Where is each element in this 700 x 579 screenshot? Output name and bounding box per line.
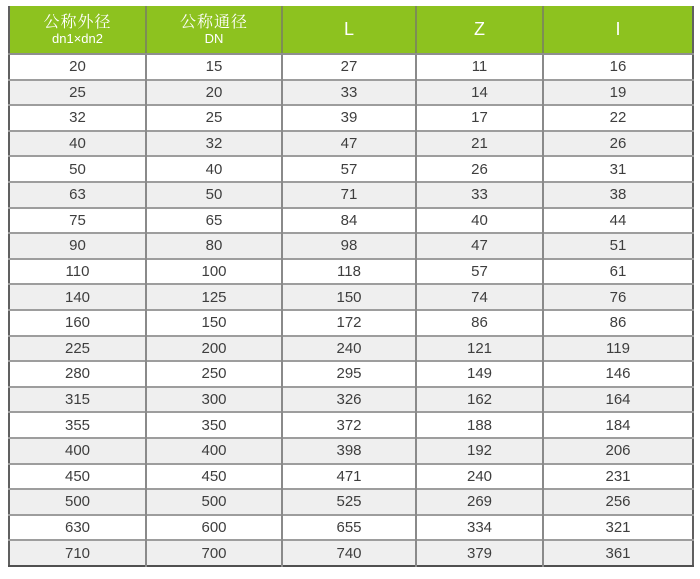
table-cell: 40 <box>9 131 146 157</box>
header-row <box>9 6 693 54</box>
table-cell: 350 <box>146 412 282 438</box>
table-cell: 21 <box>416 131 543 157</box>
table-row <box>9 208 693 234</box>
table-cell: 26 <box>416 156 543 182</box>
table-cell: 525 <box>282 489 416 515</box>
table-cell: 118 <box>282 259 416 285</box>
table-cell: 188 <box>416 412 543 438</box>
table-cell: 98 <box>282 233 416 259</box>
table-cell: 22 <box>543 105 693 131</box>
col-header-i <box>543 6 693 54</box>
table-row <box>9 182 693 208</box>
col-header-outer-diameter-sublabel: dn1×dn2 <box>52 30 103 46</box>
table-row <box>9 284 693 310</box>
table-cell: 655 <box>282 515 416 541</box>
table-cell: 146 <box>543 361 693 387</box>
table-cell: 164 <box>543 387 693 413</box>
table-cell: 39 <box>282 105 416 131</box>
table-cell: 450 <box>146 464 282 490</box>
table-cell: 32 <box>9 105 146 131</box>
table-cell: 125 <box>146 284 282 310</box>
table-cell: 500 <box>9 489 146 515</box>
table-cell: 121 <box>416 336 543 362</box>
table-cell: 600 <box>146 515 282 541</box>
table-cell: 379 <box>416 540 543 566</box>
table-cell: 51 <box>543 233 693 259</box>
table-cell: 400 <box>146 438 282 464</box>
spec-table-container <box>8 6 692 567</box>
table-row <box>9 387 693 413</box>
col-header-z <box>416 6 543 54</box>
table-cell: 334 <box>416 515 543 541</box>
table-row <box>9 156 693 182</box>
table-row <box>9 310 693 336</box>
table-cell: 17 <box>416 105 543 131</box>
dimension-spec-table <box>8 6 694 567</box>
table-body <box>9 54 693 566</box>
table-cell: 90 <box>9 233 146 259</box>
table-row <box>9 412 693 438</box>
table-cell: 71 <box>282 182 416 208</box>
table-row <box>9 259 693 285</box>
table-cell: 110 <box>9 259 146 285</box>
table-row <box>9 515 693 541</box>
col-header-outer-diameter <box>9 6 146 54</box>
table-cell: 119 <box>543 336 693 362</box>
table-cell: 84 <box>282 208 416 234</box>
col-header-nominal-diameter-label: 公称通径 <box>179 13 248 31</box>
table-cell: 240 <box>282 336 416 362</box>
table-cell: 149 <box>416 361 543 387</box>
table-row <box>9 361 693 387</box>
table-cell: 269 <box>416 489 543 515</box>
table-cell: 15 <box>146 54 282 80</box>
table-cell: 20 <box>146 80 282 106</box>
table-cell: 740 <box>282 540 416 566</box>
table-cell: 44 <box>543 208 693 234</box>
table-cell: 400 <box>9 438 146 464</box>
col-header-nominal-diameter-sublabel: DN <box>204 30 224 46</box>
table-cell: 700 <box>146 540 282 566</box>
table-cell: 86 <box>543 310 693 336</box>
table-row <box>9 464 693 490</box>
table-cell: 450 <box>9 464 146 490</box>
table-cell: 162 <box>416 387 543 413</box>
table-cell: 321 <box>543 515 693 541</box>
table-cell: 20 <box>9 54 146 80</box>
table-cell: 33 <box>282 80 416 106</box>
table-cell: 25 <box>9 80 146 106</box>
table-cell: 47 <box>416 233 543 259</box>
table-cell: 19 <box>543 80 693 106</box>
table-header <box>9 6 693 54</box>
table-cell: 40 <box>416 208 543 234</box>
table-row <box>9 540 693 566</box>
table-cell: 74 <box>416 284 543 310</box>
table-cell: 75 <box>9 208 146 234</box>
table-cell: 372 <box>282 412 416 438</box>
table-cell: 250 <box>146 361 282 387</box>
col-header-i-label: I <box>615 18 621 39</box>
table-cell: 50 <box>9 156 146 182</box>
table-cell: 280 <box>9 361 146 387</box>
table-cell: 200 <box>146 336 282 362</box>
table-cell: 31 <box>543 156 693 182</box>
table-cell: 80 <box>146 233 282 259</box>
table-cell: 26 <box>543 131 693 157</box>
table-row <box>9 131 693 157</box>
col-header-nominal-diameter <box>146 6 282 54</box>
col-header-l-label: L <box>343 18 354 39</box>
table-cell: 27 <box>282 54 416 80</box>
table-cell: 14 <box>416 80 543 106</box>
table-cell: 231 <box>543 464 693 490</box>
table-cell: 630 <box>9 515 146 541</box>
table-cell: 160 <box>9 310 146 336</box>
table-cell: 326 <box>282 387 416 413</box>
table-cell: 150 <box>282 284 416 310</box>
table-cell: 398 <box>282 438 416 464</box>
table-cell: 172 <box>282 310 416 336</box>
table-cell: 25 <box>146 105 282 131</box>
table-cell: 206 <box>543 438 693 464</box>
table-row <box>9 54 693 80</box>
table-cell: 57 <box>282 156 416 182</box>
table-row <box>9 336 693 362</box>
table-cell: 150 <box>146 310 282 336</box>
table-cell: 32 <box>146 131 282 157</box>
table-cell: 86 <box>416 310 543 336</box>
table-cell: 192 <box>416 438 543 464</box>
table-cell: 710 <box>9 540 146 566</box>
table-cell: 57 <box>416 259 543 285</box>
table-row <box>9 233 693 259</box>
table-cell: 240 <box>416 464 543 490</box>
table-cell: 355 <box>9 412 146 438</box>
table-row <box>9 80 693 106</box>
table-row <box>9 438 693 464</box>
table-cell: 38 <box>543 182 693 208</box>
table-cell: 47 <box>282 131 416 157</box>
table-cell: 315 <box>9 387 146 413</box>
table-cell: 16 <box>543 54 693 80</box>
table-cell: 11 <box>416 54 543 80</box>
table-cell: 225 <box>9 336 146 362</box>
table-cell: 76 <box>543 284 693 310</box>
table-cell: 471 <box>282 464 416 490</box>
table-row <box>9 489 693 515</box>
table-cell: 100 <box>146 259 282 285</box>
table-cell: 33 <box>416 182 543 208</box>
col-header-l <box>282 6 416 54</box>
table-cell: 63 <box>9 182 146 208</box>
table-cell: 50 <box>146 182 282 208</box>
table-cell: 61 <box>543 259 693 285</box>
col-header-outer-diameter-label: 公称外径 <box>43 13 112 31</box>
col-header-z-label: Z <box>474 18 485 39</box>
table-cell: 65 <box>146 208 282 234</box>
table-row <box>9 105 693 131</box>
table-cell: 140 <box>9 284 146 310</box>
table-cell: 361 <box>543 540 693 566</box>
table-cell: 295 <box>282 361 416 387</box>
table-cell: 300 <box>146 387 282 413</box>
table-cell: 184 <box>543 412 693 438</box>
table-cell: 500 <box>146 489 282 515</box>
table-cell: 256 <box>543 489 693 515</box>
table-cell: 40 <box>146 156 282 182</box>
